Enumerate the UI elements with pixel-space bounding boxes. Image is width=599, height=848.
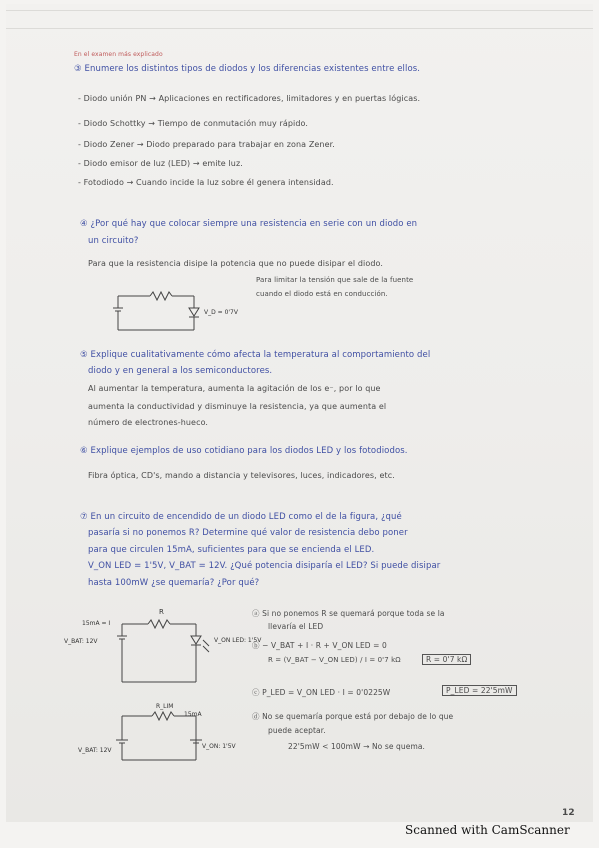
q7-circuit-2 (118, 704, 248, 770)
q7-answer-d: ⓓ No se quemaría porque está por debajo de lo que (252, 712, 454, 721)
q7-title-line: ⑦ En un circuito de encendido de un diodo LED como el de la figura, ¿qué (80, 512, 402, 522)
q4-side-note: Para limitar la tensión que sale de la fuente (256, 276, 414, 284)
q3-item: - Diodo Zener → Diodo preparado para trabajar en zona Zener. (78, 140, 335, 149)
q7-answer-a: ⓐ Si no ponemos R se quemará porque toda se la (252, 609, 445, 618)
q3-item: - Diodo unión PN → Aplicaciones en rectificadores, limitadores y en puertas lógicas. (78, 94, 421, 103)
q3-item: - Diodo Schottky → Tiempo de conmutación muy rápido. (78, 119, 309, 128)
q4-diode-label: V_D = 0'7V (204, 309, 238, 316)
q4-title-line: ④ ¿Por qué hay que colocar siempre una resistencia en serie con un diodo en (80, 219, 418, 229)
q6-answer: Fibra óptica, CD's, mando a distancia y televisores, luces, indicadores, etc. (88, 471, 395, 480)
q7-answer-c-result: P_LED = 22'5mW (442, 685, 517, 696)
q3-title: ③ Enumere los distintos tipos de diodos y los diferencias existentes entre ellos. (74, 64, 421, 74)
q7-c2-current-label: 15mA (184, 711, 202, 718)
ruled-line (6, 28, 593, 29)
q7-answer-b-result: R = 0'7 kΩ (422, 654, 471, 665)
q7-title-line: hasta 100mW ¿se quemaría? ¿Por qué? (88, 578, 260, 588)
q7-title-line: V_ON LED = 1'5V, V_BAT = 12V. ¿Qué potencia disiparía el LED? Si puede disipar (88, 561, 441, 571)
q3-item: - Diodo emisor de luz (LED) → emite luz. (78, 159, 243, 168)
q4-answer: Para que la resistencia disipe la potencia que no puede disipar el diodo. (88, 259, 384, 268)
q3-item: - Fotodiodo → Cuando incide la luz sobre él genera intensidad. (78, 178, 334, 187)
q7-c2-source-label: V_ON: 1'5V (202, 743, 236, 750)
q5-answer-line: número de electrones-hueco. (88, 418, 209, 427)
scanned-page (6, 4, 593, 822)
ruled-line (6, 10, 593, 11)
q7-title-line: para que circulen 15mA, suficientes para que se encienda el LED. (88, 545, 375, 555)
margin-note: En el examen más explicado (74, 51, 163, 58)
q5-title-line: ⑤ Explique cualitativamente cómo afecta la temperatura al comportamiento del (80, 350, 431, 360)
q7-answer-a: llevaría el LED (268, 622, 324, 631)
q7-answer-d: puede aceptar. (268, 726, 326, 735)
q5-answer-line: aumenta la conductividad y disminuye la resistencia, ya que aumenta el (88, 402, 387, 411)
q4-side-note: cuando el diodo está en conducción. (256, 290, 388, 298)
q7-answer-b-formula: R = (V_BAT − V_ON LED) / I = 0'7 kΩ (268, 656, 401, 664)
q7-answer-b: ⓑ − V_BAT + I · R + V_ON LED = 0 (252, 641, 387, 650)
scanner-watermark: Scanned with CamScanner (405, 823, 570, 837)
q5-answer-line: Al aumentar la temperatura, aumenta la agitación de los e⁻, por lo que (88, 384, 381, 393)
q7-c1-current-label: 15mA = I (82, 620, 111, 627)
q7-c1-resistor-label: R (159, 608, 164, 616)
q5-title-line: diodo y en general a los semiconductores. (88, 366, 273, 376)
q7-c2-resistor-label: R_LIM (156, 703, 174, 710)
page-number: 12 (562, 808, 575, 818)
q7-c1-battery-label: V_BAT: 12V (64, 638, 98, 645)
q4-title-line: un circuito? (88, 236, 139, 246)
q7-circuit-1 (118, 610, 248, 692)
q7-title-line: pasaría si no ponemos R? Determine qué valor de resistencia debo poner (88, 528, 408, 538)
q7-answer-d: 22'5mW < 100mW → No se quema. (288, 742, 426, 751)
q7-c1-led-label: V_ON LED: 1'5V (214, 637, 262, 644)
q6-title: ⑥ Explique ejemplos de uso cotidiano para los diodos LED y los fotodiodos. (80, 446, 408, 456)
q7-answer-c: ⓒ P_LED = V_ON LED · I = 0'0225W (252, 688, 391, 697)
q7-c2-battery-label: V_BAT: 12V (78, 747, 112, 754)
